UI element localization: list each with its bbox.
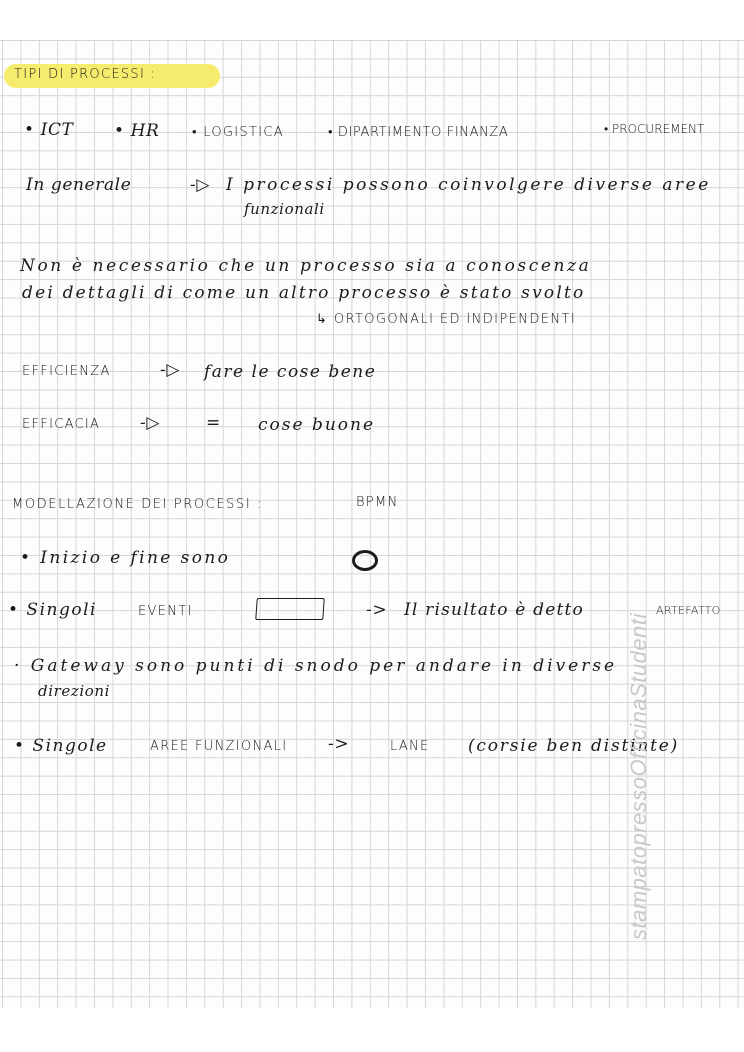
bullet-hr: • HR — [114, 121, 160, 141]
efficacia-equal: = — [206, 413, 221, 433]
paragraph1-arrow: -▷ — [190, 175, 211, 195]
efficienza-definition: fare le cose bene — [204, 362, 377, 382]
efficacia-definition: cose buone — [258, 415, 376, 435]
bpmn-gateway-line1: · Gateway sono punti di snodo per andare in diverse — [14, 656, 618, 676]
modellazione-acronym: BPMN — [356, 495, 399, 510]
bpmn-eventi-term: EVENTI — [138, 604, 193, 619]
bpmn-inizio-fine: • Inizio e fine sono — [20, 548, 231, 568]
bpmn-aree-term: AREE FUNZIONALI — [150, 739, 288, 754]
bullet-procurement: • PROCUREMENT — [604, 122, 705, 136]
bullet-dipartimento-finanza: • DIPARTIMENTO FINANZA — [328, 125, 509, 140]
paragraph2-line1: Non è necessario che un processo sia a conoscenza — [20, 256, 592, 276]
bpmn-aree-corsie: (corsie ben distinte) — [468, 736, 680, 756]
bpmn-aree-arrow: -> — [328, 734, 350, 754]
print-watermark: stampatopressoOfficinaStudenti — [626, 613, 651, 940]
bpmn-aree-lane: LANE — [390, 739, 430, 754]
efficacia-term: EFFICACIA — [22, 417, 101, 432]
paragraph2-line3: ↳ ORTOGONALI ED INDIPENDENTI — [316, 312, 577, 327]
paragraph1-line1: I processi possono coinvolgere diverse aree — [226, 175, 711, 195]
bpmn-aree-lead: • Singole — [14, 736, 108, 756]
efficienza-arrow: -▷ — [160, 360, 181, 380]
page-title: TIPI DI PROCESSI : — [14, 67, 157, 82]
bullet-logistica: • LOGISTICA — [192, 125, 284, 140]
efficienza-term: EFFICIENZA — [22, 364, 111, 379]
paragraph1-line2: funzionali — [244, 200, 325, 218]
bpmn-eventi-artefatto: ARTEFATTO — [656, 604, 721, 617]
bpmn-eventi-arrow: -> — [366, 600, 388, 620]
bullet-ict: • ICT — [24, 120, 74, 140]
modellazione-heading: MODELLAZIONE DEI PROCESSI : — [12, 497, 264, 512]
event-rectangle-icon — [255, 598, 325, 620]
bpmn-eventi-lead: • Singoli — [8, 600, 97, 620]
paragraph2-line2: dei dettagli di come un altro processo è stato svolto — [22, 283, 586, 303]
bpmn-eventi-risultato: Il risultato è detto — [404, 600, 584, 620]
bpmn-gateway-line2: direzioni — [38, 682, 111, 700]
efficacia-arrow: -▷ — [140, 413, 161, 433]
paragraph1-lead: In generale — [26, 175, 132, 195]
start-end-circle-icon — [352, 550, 378, 571]
